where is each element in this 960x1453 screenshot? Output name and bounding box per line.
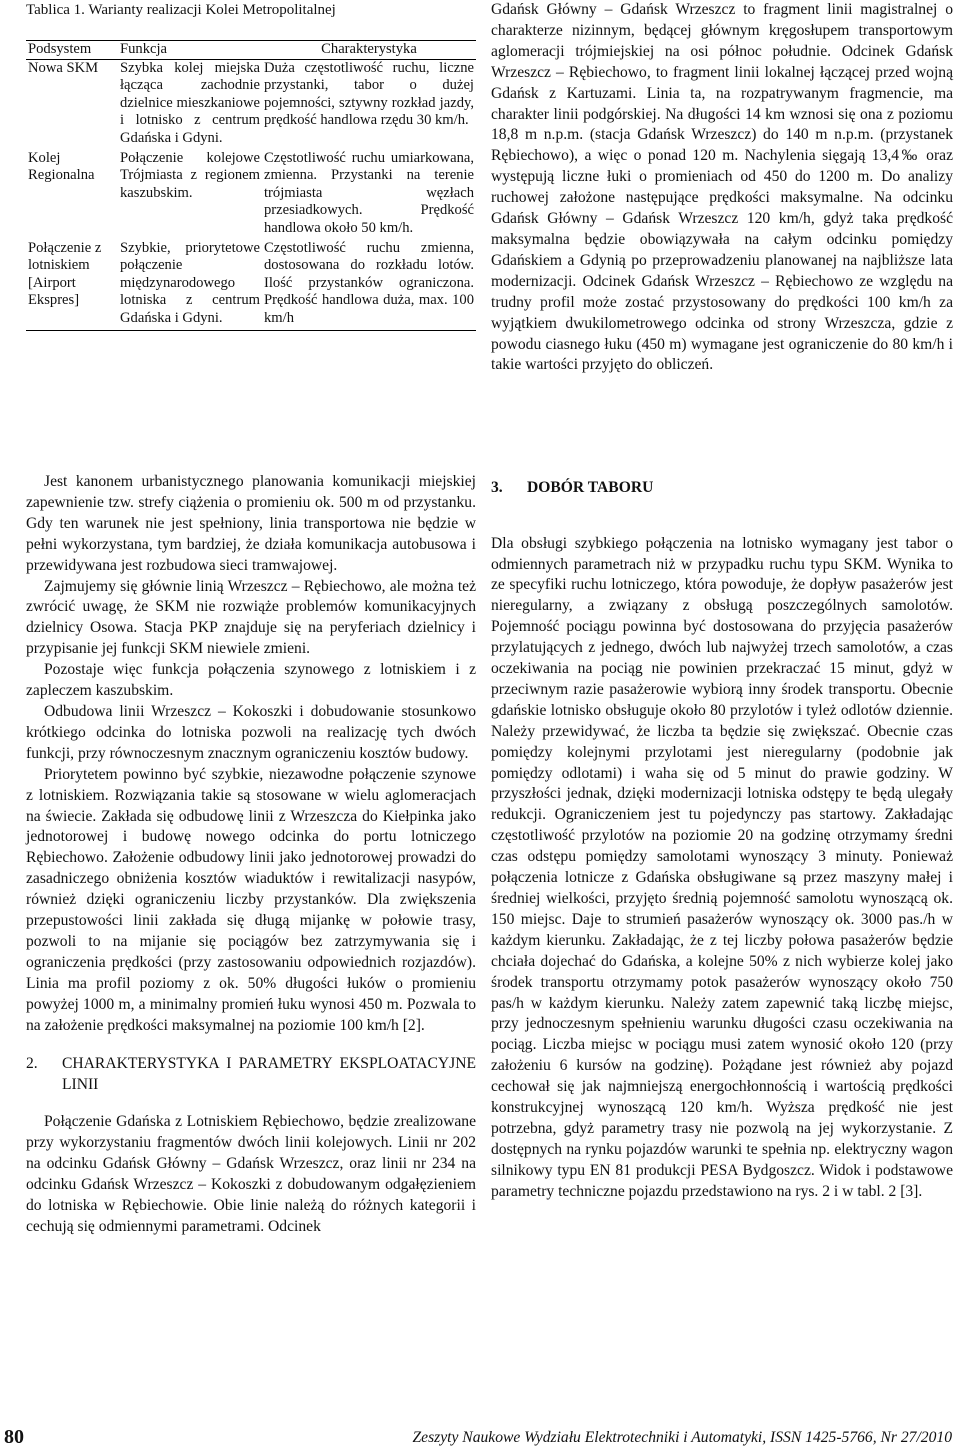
header-characteristics: Charakterystyka — [262, 41, 476, 60]
cell-function: Szybka kolej miejska łącząca zachodnie dzielnice mieszkaniowe i lotnisko z centrum Gdańska i Gdyni. — [120, 59, 260, 146]
right-body-text — [491, 0, 953, 376]
paragraph: Gdańsk Główny – Gdańsk Wrzeszcz to fragment linii magistralnej o charakterze nizinnym, będącej głównym kręgosłupem transportowym aglomeracji trójmiejskiej na osi północ południe. Odcinek Gdańsk Wrzeszcz – Rębiechowo, to fragment linii lokalnej łączącej przed wojną Gdańsk z Kartuzami. Linia ta, na rozpatrywanym fragmencie, ma charakter linii podgórskiej. Na długości 14 km wznosi się ona z poziomu 18,8 m n.p.m. (stacja Gdańsk Wrzeszcz) do 140 m n.p.m. (przystanek Rębiechowo), a więc o ponad 120 m. Nachylenia sięgają 13,4‰ oraz występują liczne łuki o promieniach od 450 do 1200 m. Do analizy ruchowej założone następujące prędkości maksymalne. Na odcinku Gdańsk Główny – Gdańsk Wrzeszcz 120 km/h, gdyż taka prędkość maksymalna będzie obowiązywała na całym odcinku pomiędzy Gdańskiem a Gdynią po przeprowadzeniu planowanej na najbliższe lata modernizacji. Odcinek Gdańsk Wrzeszcz – Rębiechowo ze względu na trudny profil może zostać przystosowany do prędkości 100 km/h za wyjątkiem dwukilometrowego odcinka od strony Wrzeszcza, gdzie z powodu ciasnego łuku (450 m) wymagane jest ograniczenie do 80 km/h i takie wartości przyjęto do obliczeń. — [491, 1, 953, 374]
left-column — [26, 0, 476, 1235]
section-3-number: 3. — [491, 479, 503, 496]
table-caption: Tablica 1. Warianty realizacji Kolei Metropolitalnej — [26, 2, 336, 18]
cell-function: Połączenie kolejowe Trójmiasta z regionem kaszubskim. — [120, 149, 260, 201]
section-3-body — [491, 518, 953, 1218]
section-2-title: CHARAKTERYSTYKA I PARAMETRY EKSPLOATACYJNE LINII — [62, 1055, 476, 1094]
section-3-heading — [491, 478, 953, 499]
journal-citation: Zeszyty Naukowe Wydziału Elektrotechniki i Automatyki, ISSN 1425-5766, Nr 27/2010 — [412, 1429, 952, 1446]
header-subsystem: Podsystem — [26, 41, 118, 60]
page-number: 80 — [4, 1426, 24, 1448]
paragraph: Dla obsługi szybkiego połączenia na lotnisko wymagany jest tabor o odmiennych parametrach niż w przypadku ruchu typu SKM. Wynika to ze specyfiki ruchu lotniczego, która powoduje, że dopływ pasażerów jest nieregularny, a związany z obsługą poszczególnych samolotów. Pojemność pociągu powinna być dostosowana do przyjęcia pasażerów przylatujących z jednego, dwóch lub najwyżej trzech samolotów, a czas oczekiwania na pociąg nie powinien przekraczać 15 minut, gdyż w przeciwnym razie pasażerowie wybiorą inny środek transportu. Obecnie gdańskie lotnisko obsługuje około 80 przylotów i tyleż odlotów dziennie. Należy przewidywać, że liczba ta będzie się zwiększać. Obecnie czas pomiędzy kolejnymi przylotami jest nieregularny (podobnie jak pomiędzy odlotami) i waha się od 5 minut do prawie godziny. W przyszłości jednak, dzięki modernizacji lotniska odstępy te będą ulegały redukcji. Ograniczeniem jest tu pojedynczy pas startowy. Zakładając częstotliwość przylotów na poziomie 20 na godzinę otrzymamy średni czas odstępu pomiędzy samolotami wynoszący 3 minuty. Ponieważ połączenia lotnicze z Gdańska obsługiwane są przez maszyny małej i średniej wielkości, przyjęto średnią pojemność samolotu wynoszącą ok. 150 miejsc. Daje to strumień pasażerów wynoszący ok. 3000 pas./h w każdym kierunku. Zakładając, że z tej liczby połowa pasażerów będzie chciała dojechać do Gdańska, a kolejne 50% z nich wybierze kolej jako środek transportu otrzymamy potok pasażerów wynoszący około 750 pas/h w każdym kierunku. Należy zatem zapewnić taką liczbę miejsc, przy jednoczesnym spełnieniu warunku długości czasu oczekiwania na pociąg. Liczba miejsc w pociągu musi zatem wynosić około 120 (przy założeniu 6 kursów na godzinę). Pożądane jest również aby pojazd cechował się jak najmniejszą energochłonnością i wartością prędkości konstrukcyjnej wynoszącą 120 km/h. Wyższa prędkość nie jest potrzebna, gdyż parametry trasy nie pozwolą na jej wykorzystanie. Z dostępnych na rynku pojazdów warunki te spełnia np. elektryczny wagon silnikowy typu EN 81 produkcji PESA Bydgoszcz. Widok i podstawowe parametry techniczne pojazdu przedstawiono na rys. 2 i w tabl. 2 [3]. — [491, 534, 953, 1200]
paragraph: Odbudowa linii Wrzeszcz – Kokoszki i dobudowanie stosunkowo krótkiego odcinka do lotniska pozwoli na realizację tych dwóch funkcji, przy równoczesnym znacznym ograniczeniu kosztów budowy. — [26, 702, 476, 762]
cell-characteristics: Częstotliwość ruchu zmienna, dostosowana do rozkładu lotów. Ilość przystanków ograniczona. Prędkość handlowa duża, max. 100 km/h — [262, 240, 476, 330]
paragraph: Połączenie Gdańska z Lotniskiem Rębiechowo, będzie zrealizowane przy wykorzystaniu fragmentów dwóch linii kolejowych. Linii nr 202 na odcinku Gdańsk Główny – Gdańsk Wrzeszcz, oraz linii nr 234 na odcinku Gdańsk Wrzeszcz – Kokoszki z dobudowanym odgałęzieniem do lotniska w Rębiechowie. Obie linie należą do różnych kategorii i cechują się odmiennymi parametrami. Odcinek — [26, 1113, 476, 1235]
paragraph: Zajmujemy się głównie linią Wrzeszcz – Rębiechowo, ale można też zwrócić uwagę, że SKM nie rozwiąże problemów komunikacyjnych dzielnicy Osowa. Stacja PKP znajduje się na peryferiach dzielnicy i przypisanie jej funkcji SKM niewiele zmieni. — [26, 577, 476, 658]
cell-characteristics: Duża częstotliwość ruchu, liczne przystanki, tabor o dużej pojemności, sztywny rozkład jazdy, prędkość handlowa rzędu 30 km/h. — [264, 59, 474, 129]
header-function: Funkcja — [118, 41, 262, 60]
variants-table — [26, 40, 476, 331]
cell-characteristics: Częstotliwość ruchu umiarkowana, zmienna. Przystanki na terenie trójmiasta węzłach przesiadkowych. Prędkość handlowa około 50 km/h. — [264, 149, 474, 236]
table-header-row — [26, 41, 476, 60]
table-row — [26, 59, 476, 149]
cell-subsystem: Nowa SKM — [28, 59, 99, 76]
cell-subsystem: Kolej Regionalna — [28, 149, 95, 184]
left-body-text — [26, 472, 476, 1238]
paragraph: Jest kanonem urbanistycznego planowania komunikacji miejskiej zapewnienie tzw. strefy ciążenia o promieniu ok. 500 m od przystanku. Gdy ten warunek nie jest spełniony, linia transportowa nie będzie w pełni wykorzystana, tym bardziej, że działa komunikacja autobusowa i przewidywana jest rozbudowa sieci tramwajowej. — [26, 473, 476, 574]
paragraph: Priorytetem powinno być szybkie, niezawodne połączenie szynowe z lotniskiem. Rozwiązania takie są stosowane w wielu aglomeracjach na świecie. Zakłada się odbudowę linii z Wrzeszcza do Kiełpinka jako jednotorowej i budowę nowego odcinka do portu lotniczego Rębiechowo. Założenie odbudowy linii jako jednotorowej prowadzi do zasadniczego obniżenia kosztów wiaduktów i rewitalizacji nasypów, również dzięki ograniczeniu liczby przystanków. Dla zwiększenia przepustowości linii zakłada się długą mijankę w połowie trasy, pozwoli to na mijanie się pociągów bez zatrzymywania się i ograniczenia prędkości (przy zastosowaniu odpowiednich rozjazdów). Linia ma profil poziomy z ok. 50% długości łuków o promieniu powyżej 1000 m, a minimalny promień łuku wynosi 450 m. Pozwala to na założenie prędkości maksymalnej na poziomie 100 km/h [2]. — [26, 765, 476, 1034]
cell-subsystem: Połączenie z lotniskiem [Airport Ekspres] — [26, 240, 118, 330]
section-3-title: DOBÓR TABORU — [527, 479, 654, 496]
paragraph: Pozostaje więc funkcja połączenia szynowego z lotniskiem i z zapleczem kaszubskim. — [26, 661, 476, 700]
section-2-heading — [26, 1054, 476, 1096]
table-row — [26, 240, 476, 330]
section-2-number: 2. — [26, 1055, 38, 1073]
cell-function: Szybkie, priorytetowe połączenie międzynarodowego lotniska z centrum Gdańska i Gdyni. — [118, 240, 262, 330]
table-row — [26, 150, 476, 240]
page-footer — [0, 1426, 960, 1450]
